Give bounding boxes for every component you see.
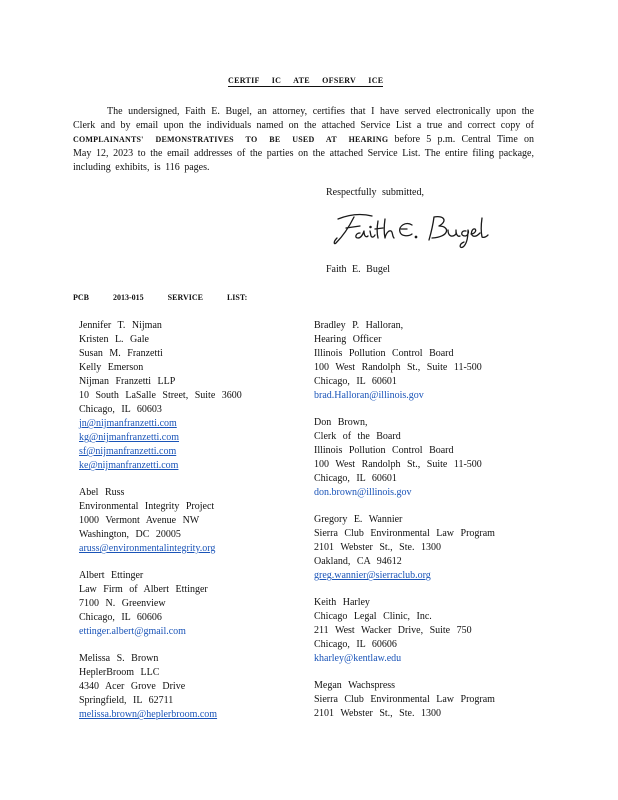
entry-line: Clerk of the Board <box>314 431 401 442</box>
service-list-heading: PCB 2013-015 SERVICE LIST: <box>73 293 248 302</box>
entry-line: 2101 Webster St., Ste. 1300 <box>314 542 441 553</box>
entry-line: Oakland, CA 94612 <box>314 556 402 567</box>
entry-line: Chicago, IL 60603 <box>79 404 162 415</box>
entry-line: HeplerBroom LLC <box>79 667 160 678</box>
service-entry <box>314 416 574 500</box>
signer-name: Faith E. Bugel <box>326 264 391 275</box>
entry-line: 4340 Acer Grove Drive <box>79 681 186 692</box>
service-entry <box>314 513 574 583</box>
certificate-paragraph <box>73 105 534 175</box>
entry-line: Albert Ettinger <box>79 570 144 581</box>
service-entry <box>314 596 574 666</box>
email-link[interactable]: aruss@environmentalintegrity.org <box>79 543 216 554</box>
entry-line: Kristen L. Gale <box>79 334 149 345</box>
email-link[interactable]: sf@nijmanfranzetti.com <box>79 446 177 457</box>
email-link[interactable]: melissa.brown@heplerbroom.com <box>79 709 218 720</box>
email-link[interactable]: greg.wannier@sierraclub.org <box>314 570 431 581</box>
entry-line: 100 West Randolph St., Suite 11-500 <box>314 362 482 373</box>
entry-line: 7100 N. Greenview <box>79 598 166 609</box>
entry-line: Jennifer T. Nijman <box>79 320 162 331</box>
entry-line: Chicago, IL 60606 <box>314 639 397 650</box>
service-entry <box>79 569 299 639</box>
entry-line: Illinois Pollution Control Board <box>314 445 454 456</box>
entry-line: Susan M. Franzetti <box>79 348 163 359</box>
entry-line: Gregory E. Wannier <box>314 514 403 525</box>
closing-text: Respectfully submitted, <box>326 187 424 198</box>
entry-line: Law Firm of Albert Ettinger <box>79 584 208 595</box>
entry-line: Chicago Legal Clinic, Inc. <box>314 611 432 622</box>
service-entry <box>79 319 299 473</box>
entry-line: Environmental Integrity Project <box>79 501 215 512</box>
email-link[interactable]: kg@nijmanfranzetti.com <box>79 432 180 443</box>
entry-line: Bradley P. Halloran, <box>314 320 404 331</box>
entry-line: Nijman Franzetti LLP <box>79 376 176 387</box>
paragraph-part-2: before 5 p.m. Central Time on May 12, 2023 to the email addresses of the parties on the attached Service List. The entire filing package, including exhibits, is 116 pages. <box>73 134 534 173</box>
paragraph-part-1: The undersigned, Faith E. Bugel, an attorney, certifies that I have served electronically upon the Clerk and by email upon the individuals named on the attached Service List a true and correct copy of <box>73 106 534 131</box>
signature-icon <box>330 207 490 253</box>
entry-line: Chicago, IL 60601 <box>314 473 397 484</box>
entry-line: Hearing Officer <box>314 334 382 345</box>
entry-line: 100 West Randolph St., Suite 11-500 <box>314 459 482 470</box>
service-list-right-column <box>314 319 574 734</box>
entry-line: Chicago, IL 60601 <box>314 376 397 387</box>
service-entry <box>314 319 574 403</box>
entry-line: Chicago, IL 60606 <box>79 612 162 623</box>
entry-line: Megan Wachspress <box>314 680 396 691</box>
document-name: COMPLAINANTS' DEMONSTRATIVES TO BE USED AT HEARING <box>73 135 389 144</box>
email-link[interactable]: brad.Halloran@illinois.gov <box>314 390 424 401</box>
entry-line: Abel Russ <box>79 487 125 498</box>
email-link[interactable]: don.brown@illinois.gov <box>314 487 412 498</box>
entry-line: 1000 Vermont Avenue NW <box>79 515 200 526</box>
entry-line: Sierra Club Environmental Law Program <box>314 694 495 705</box>
entry-line: Illinois Pollution Control Board <box>314 348 454 359</box>
entry-line: Sierra Club Environmental Law Program <box>314 528 495 539</box>
email-link[interactable]: ettinger.albert@gmail.com <box>79 626 186 637</box>
email-link[interactable]: ke@nijmanfranzetti.com <box>79 460 179 471</box>
email-link[interactable]: kharley@kentlaw.edu <box>314 653 402 664</box>
entry-line: 2101 Webster St., Ste. 1300 <box>314 708 441 719</box>
service-entry <box>314 679 574 721</box>
entry-line: Washington, DC 20005 <box>79 529 181 540</box>
entry-line: 211 West Wacker Drive, Suite 750 <box>314 625 472 636</box>
entry-line: Springfield, IL 62711 <box>79 695 174 706</box>
entry-line: Keith Harley <box>314 597 370 608</box>
entry-line: 10 South LaSalle Street, Suite 3600 <box>79 390 242 401</box>
entry-line: Kelly Emerson <box>79 362 144 373</box>
certificate-title: CERTIF IC ATE OFSERV ICE <box>228 76 384 85</box>
email-link[interactable]: jn@nijmanfranzetti.com <box>79 418 177 429</box>
handwritten-signature <box>330 207 490 258</box>
service-entry <box>79 486 299 556</box>
service-list-left-column <box>79 319 299 735</box>
service-entry <box>79 652 299 722</box>
entry-line: Don Brown, <box>314 417 368 428</box>
entry-line: Melissa S. Brown <box>79 653 159 664</box>
